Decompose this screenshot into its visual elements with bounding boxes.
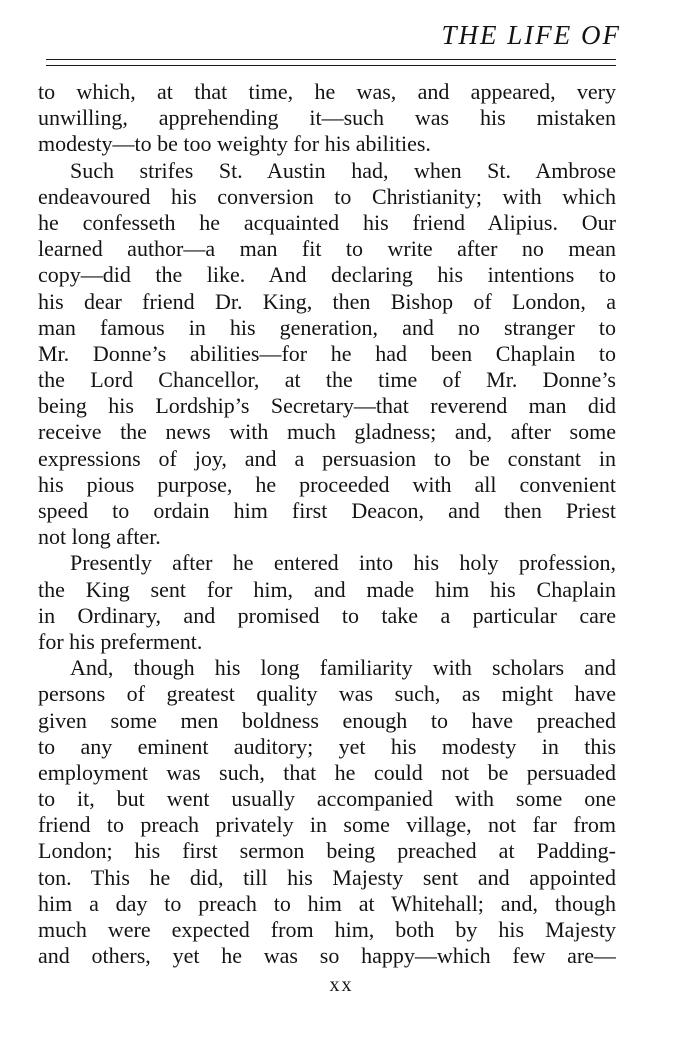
text-line: given some men boldness enough to have preached (38, 707, 616, 733)
text-line: in Ordinary, and promised to take a particular care (38, 602, 616, 628)
text-line: speed to ordain him first Deacon, and then Priest (38, 498, 616, 523)
text-line: him a day to preach to him at Whitehall; and, though (38, 890, 616, 916)
text-line: London; his first sermon being preached at Padding- (38, 838, 616, 864)
text-line: endeavoured his conversion to Christianity; with which (38, 183, 616, 209)
text-line: unwilling, apprehending it—such was his mistaken (38, 105, 616, 131)
text-line: ton. This he did, till his Majesty sent and appointed (38, 864, 616, 890)
text-line: expressions of joy, and a persuasion to be constant in (38, 445, 616, 471)
running-head: THE LIFE OF (441, 20, 621, 50)
text-line: his dear friend Dr. King, then Bishop of London, a (38, 288, 616, 314)
text-line: Presently after he entered into his holy profession, (70, 550, 616, 576)
text-line: Such strifes St. Austin had, when St. Ambrose (70, 157, 616, 183)
text-line: the Lord Chancellor, at the time of Mr. Donne’s (38, 367, 616, 393)
text-line: Mr. Donne’s abilities—for he had been Chaplain to (38, 340, 616, 366)
text-line: his pious purpose, he proceeded with all convenient (38, 471, 616, 497)
text-line: not long after. (38, 524, 161, 550)
text-line: being his Lordship’s Secretary—that reverend man did (38, 393, 616, 419)
text-line: modesty—to be too weighty for his abilities. (38, 131, 431, 157)
text-line: And, though his long familiarity with scholars and (70, 655, 616, 681)
text-line: for his preferment. (38, 628, 203, 654)
text-line: to any eminent auditory; yet his modesty in this (38, 733, 616, 759)
text-line: persons of greatest quality was such, as might have (38, 681, 616, 707)
text-line: employment was such, that he could not be persuaded (38, 759, 616, 785)
text-line: to which, at that time, he was, and appeared, very (38, 79, 616, 104)
page-number: xx (329, 974, 354, 996)
text-line: learned author—a man fit to write after no mean (38, 236, 616, 262)
text-line: to it, but went usually accompanied with some one (38, 786, 616, 812)
text-line: friend to preach privately in some village, not far from (38, 812, 616, 838)
text-line: copy—did the like. And declaring his intentions to (38, 262, 616, 288)
body-text (38, 79, 616, 969)
header-rule-top (46, 59, 616, 60)
text-line: receive the news with much gladness; and, after some (38, 419, 616, 445)
header-rule-bottom (46, 65, 616, 66)
text-line: much were expected from him, both by his Majesty (38, 917, 616, 942)
text-line: and others, yet he was so happy—which few are— (38, 943, 616, 969)
text-line: he confesseth he acquainted his friend Alipius. Our (38, 209, 616, 235)
text-line: man famous in his generation, and no stranger to (38, 314, 616, 340)
text-line: the King sent for him, and made him his Chaplain (38, 576, 616, 602)
